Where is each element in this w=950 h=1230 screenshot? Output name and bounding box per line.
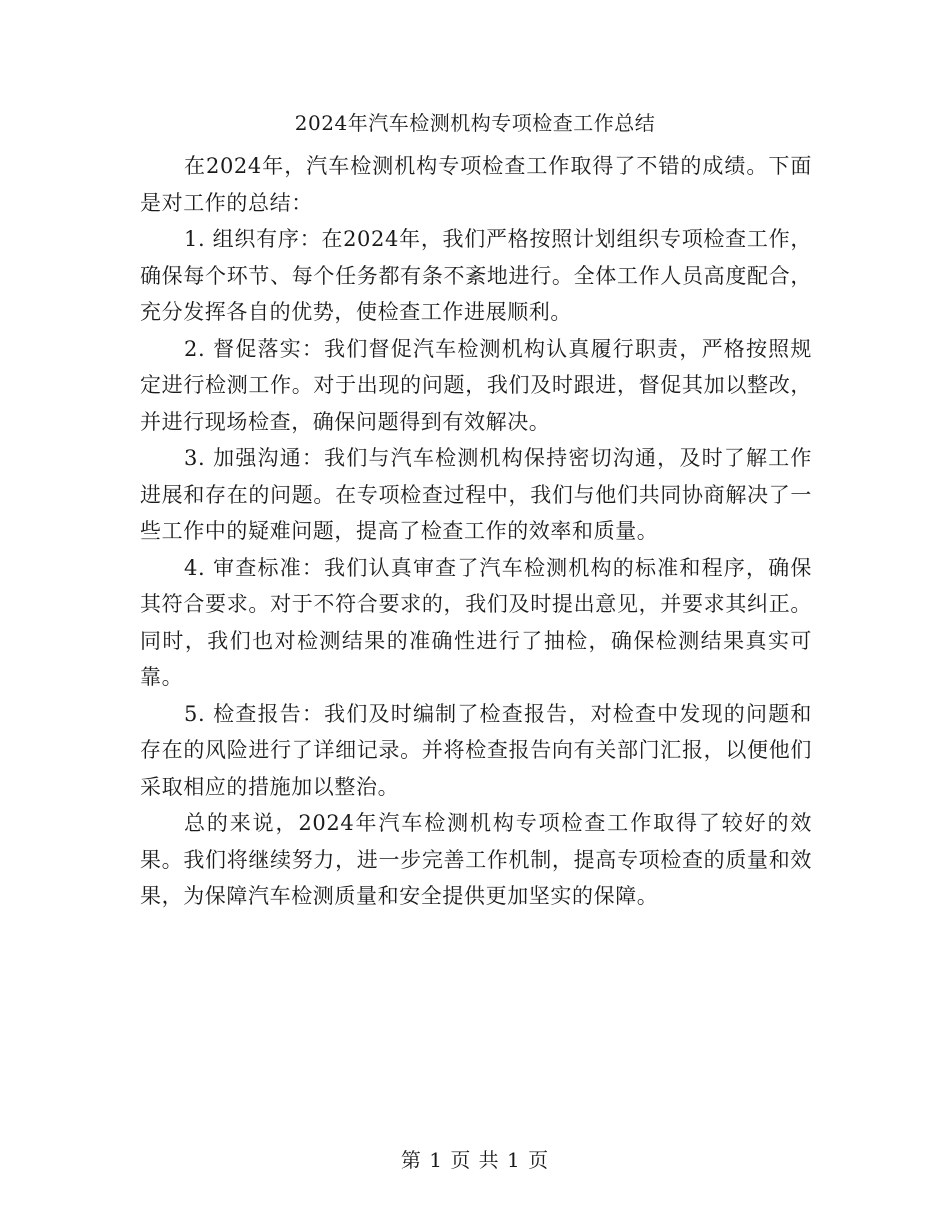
page-number-footer: 第 1 页 共 1 页: [400, 1148, 550, 1172]
paragraph-organization: 1. 组织有序：在2024年，我们严格按照计划组织专项检查工作，确保每个环节、每个任务都有条不紊地进行。全体工作人员高度配合，充分发挥各自的优势，使检查工作进展顺利。: [140, 227, 812, 324]
paragraph-inspection-report: 5. 检查报告：我们及时编制了检查报告，对检查中发现的问题和存在的风险进行了详细记录。并将检查报告向有关部门汇报，以便他们采取相应的措施加以整治。: [140, 701, 812, 799]
paragraph-communication: 3. 加强沟通：我们与汽车检测机构保持密切沟通，及时了解工作进展和存在的问题。在专项检查过程中，我们与他们共同协商解决了一些工作中的疑难问题，提高了检查工作的效率和质量。: [140, 446, 812, 543]
paragraph-standards-review: 4. 审查标准：我们认真审查了汽车检测机构的标准和程序，确保其符合要求。对于不符合要求的，我们及时提出意见，并要求其纠正。同时，我们也对检测结果的准确性进行了抽检，确保检测结果真实可靠。: [140, 555, 812, 689]
intro-paragraph: 在2024年，汽车检测机构专项检查工作取得了不错的成绩。下面是对工作的总结：: [140, 154, 812, 215]
document-body: [140, 148, 812, 915]
paragraph-supervision: 2. 督促落实：我们督促汽车检测机构认真履行职责，严格按照规定进行检测工作。对于出现的问题，我们及时跟进，督促其加以整改，并进行现场检查，确保问题得到有效解决。: [140, 336, 812, 434]
conclusion-paragraph: 总的来说，2024年汽车检测机构专项检查工作取得了较好的效果。我们将继续努力，进一步完善工作机制，提高专项检查的质量和效果，为保障汽车检测质量和安全提供更加坚实的保障。: [140, 811, 812, 908]
document-title: 2024年汽车检测机构专项检查工作总结: [294, 111, 656, 135]
